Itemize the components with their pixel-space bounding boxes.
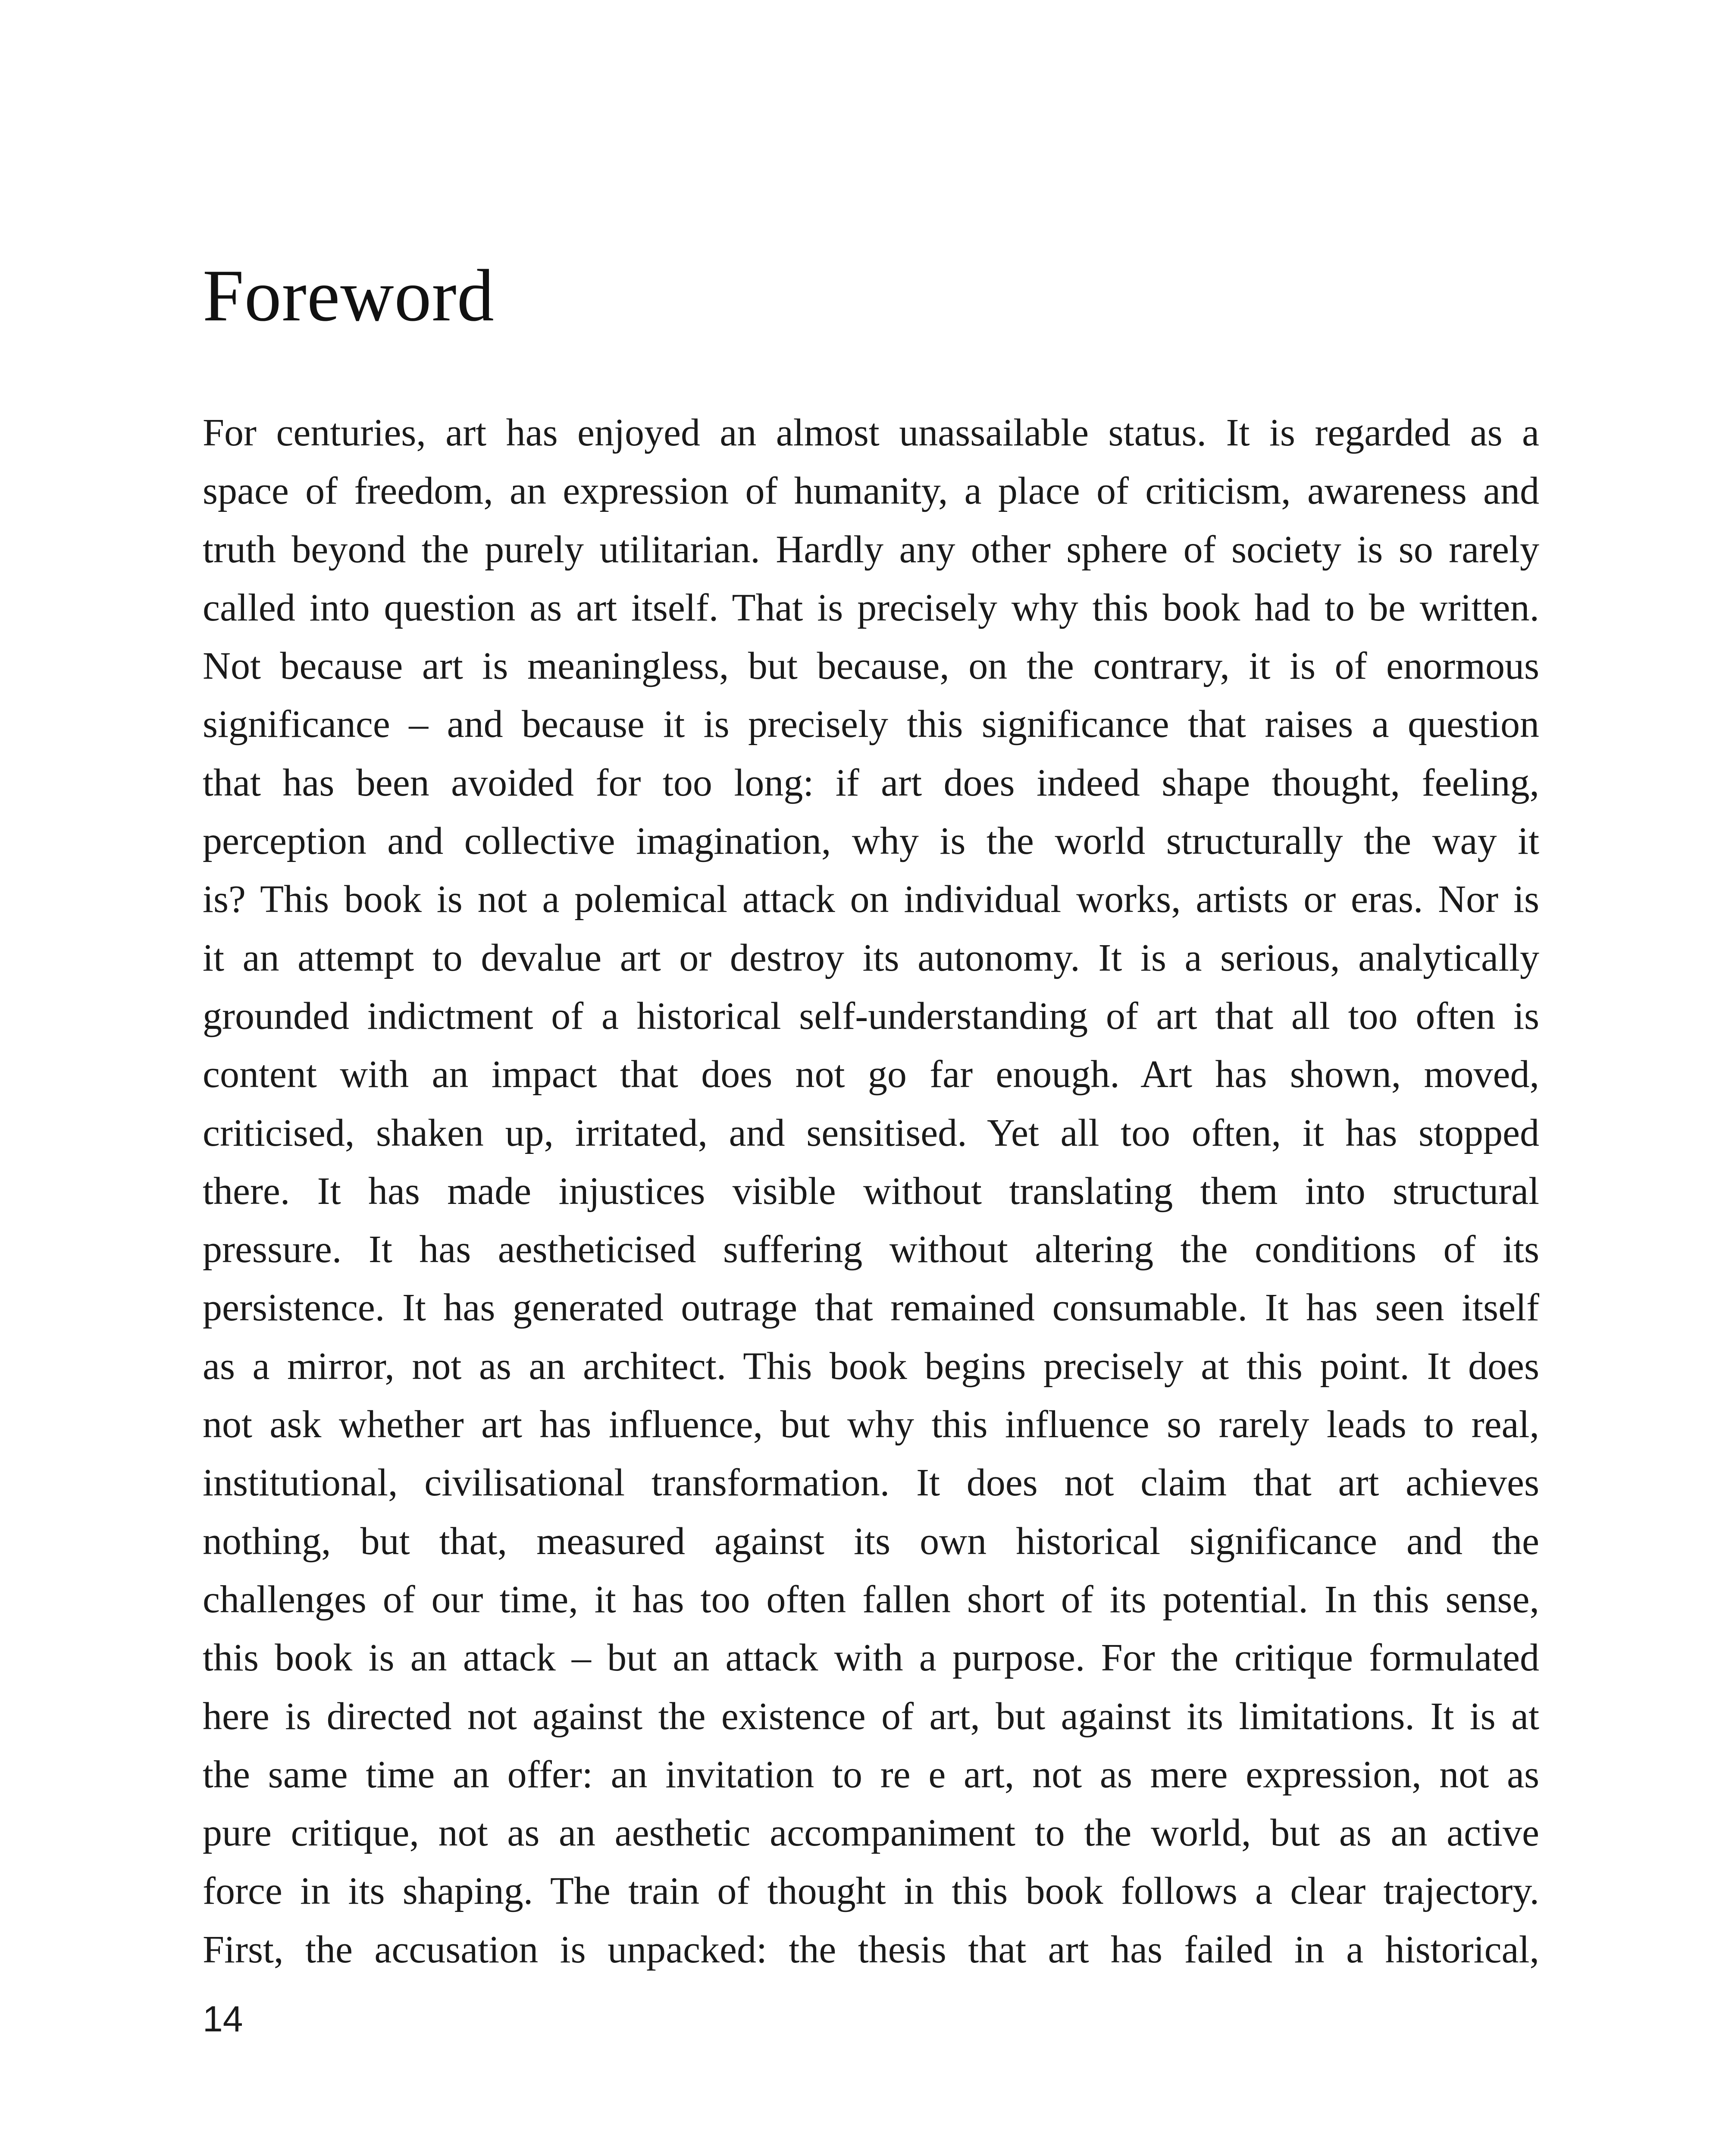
body-line: pressure. It has aestheticised suffering without altering the conditions of its — [203, 1228, 1539, 1271]
body-line: is? This book is not a polemical attack on individual works, artists or eras. Nor is — [203, 878, 1539, 921]
body-line: criticised, shaken up, irritated, and sensitised. Yet all too often, it has stopped — [203, 1111, 1539, 1154]
body-line: the same time an offer: an invitation to re e art, not as mere expression, not as — [203, 1753, 1539, 1796]
body-line: For centuries, art has enjoyed an almost unassailable status. It is regarded as a — [203, 411, 1539, 454]
body-line: space of freedom, an expression of humanity, a place of criticism, awareness and — [203, 470, 1539, 513]
body-line: challenges of our time, it has too often fallen short of its potential. In this sense, — [203, 1578, 1539, 1621]
body-line: as a mirror, not as an architect. This book begins precisely at this point. It does — [203, 1344, 1539, 1388]
body-line: Not because art is meaningless, but because, on the contrary, it is of enormous — [203, 645, 1539, 688]
body-line: grounded indictment of a historical self-understanding of art that all too often is — [203, 994, 1539, 1037]
body-line: that has been avoided for too long: if art does indeed shape thought, feeling, — [203, 761, 1539, 804]
body-line: pure critique, not as an aesthetic accompaniment to the world, but as an active — [203, 1811, 1539, 1855]
body-line: this book is an attack – but an attack with a purpose. For the critique formulated — [203, 1636, 1539, 1680]
body-line: there. It has made injustices visible without translating them into structural — [203, 1169, 1539, 1213]
body-line: not ask whether art has influence, but why this influence so rarely leads to real, — [203, 1403, 1539, 1446]
body-line: content with an impact that does not go far enough. Art has shown, moved, — [203, 1053, 1539, 1096]
body-line: nothing, but that, measured against its own historical significance and the — [203, 1520, 1539, 1563]
body-line: force in its shaping. The train of thought in this book follows a clear trajectory. — [203, 1870, 1539, 1913]
body-line: here is directed not against the existence of art, but against its limitations. It is at — [203, 1695, 1539, 1738]
body-line: it an attempt to devalue art or destroy its autonomy. It is a serious, analytically — [203, 936, 1539, 979]
body-line: called into question as art itself. That is precisely why this book had to be written. — [203, 586, 1539, 629]
page-number: 14 — [203, 1999, 243, 2039]
body-line: perception and collective imagination, why is the world structurally the way it — [203, 820, 1539, 863]
body-text — [203, 404, 1539, 1979]
body-line: institutional, civilisational transformation. It does not claim that art achieves — [203, 1461, 1539, 1504]
body-line: persistence. It has generated outrage that remained consumable. It has seen itself — [203, 1286, 1539, 1329]
body-line: truth beyond the purely utilitarian. Hardly any other sphere of society is so rarely — [203, 528, 1539, 571]
body-line: First, the accusation is unpacked: the thesis that art has failed in a historical, — [203, 1928, 1539, 1971]
body-line: significance – and because it is precisely this significance that raises a question — [203, 703, 1539, 746]
chapter-heading: Foreword — [203, 255, 495, 337]
